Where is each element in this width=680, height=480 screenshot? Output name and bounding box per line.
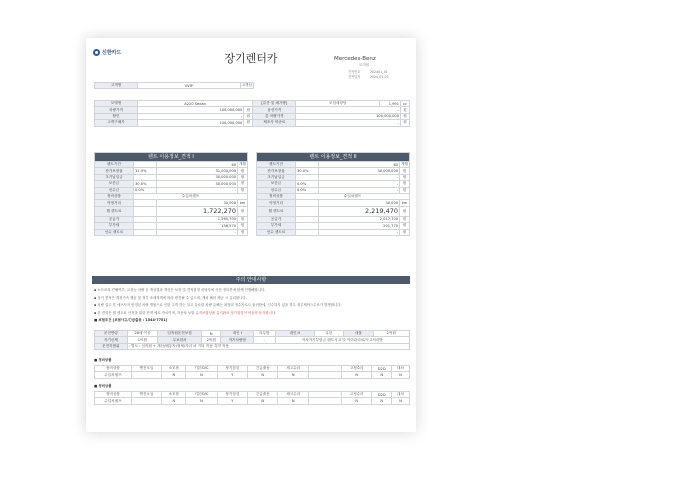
maint-val: Y <box>217 372 247 378</box>
row-unit: 원 <box>401 113 410 119</box>
row-label: 고객구매가 <box>95 120 138 126</box>
pre-rent-unit: 원 <box>238 229 248 235</box>
maint-col: 엔진오일 <box>131 392 161 398</box>
mileage-unit: km <box>400 200 410 206</box>
maint-val: N <box>186 372 217 378</box>
customer-table <box>94 82 254 89</box>
initial-value: - <box>319 174 400 180</box>
initial-unit: 원 <box>400 174 410 180</box>
maint-val: N <box>391 398 409 404</box>
ins-cell: 1억원 <box>127 337 158 343</box>
pre-rent-unit: 원 <box>400 229 410 235</box>
maint-val: 수입차셀프 <box>95 398 132 404</box>
customer-suffix: 고객님 <box>241 83 252 88</box>
document-title: 장기렌터카 <box>224 52 278 65</box>
notice-text: ▪ 본 견적은 월 렌트료 산정을 위한 견적 예로 자료이며, 자동차 보험 <box>94 310 196 315</box>
maint-label: 정비상품 <box>257 193 296 199</box>
supply-unit: 원 <box>400 216 410 222</box>
maint-val: N <box>278 372 308 378</box>
maint-1-table <box>94 365 410 379</box>
prepay-unit: 원 <box>238 187 248 193</box>
maint-val <box>131 398 161 404</box>
notice-item: ▪ 차량 실고 후 애프사지 만정된 차량 명원으로 인한 고객 하는 실고 유소한 차량 유해는 최정의 정수자로도 둘러함에, 인수하지 있을 경우 정주제아스수료가 발생합니다. <box>94 303 342 308</box>
maint-col: 엔진오일 <box>131 366 161 372</box>
residual-unit: 원 <box>400 168 410 174</box>
maint-col: D2D <box>372 366 392 372</box>
ins-cell: - 별도 : 임직원 + 계산/배우자/형제/자녀 외 기타 작동 특약 적용 <box>127 343 409 349</box>
maint-val: N <box>186 398 217 404</box>
monthly-value: 2,219,470 <box>319 206 400 216</box>
vehicle-row <box>95 120 410 126</box>
maint-label: 정비상품 <box>95 193 134 199</box>
option-label: [유종 및 배기량] <box>253 101 296 107</box>
maint-value: 수입차셀프 <box>134 193 248 199</box>
initial-value: 30,000,000 <box>157 174 238 180</box>
ins-cell: 자차자기부담금 렌트사고 및 이력관리료/사고처리방 <box>275 337 409 343</box>
term-value: 60 <box>157 162 238 168</box>
ins-cell: 2억원 <box>201 337 221 343</box>
maint-val: Y <box>217 398 247 404</box>
prepay-pct: 0.0% <box>296 187 319 193</box>
ins-cell: 2억원 <box>373 331 409 337</box>
pre-rent-value: - <box>157 229 238 235</box>
ins-cell: 대인 II <box>275 331 314 337</box>
quote-meta <box>348 70 408 80</box>
maint-col: 소모품 <box>162 392 186 398</box>
deposit-pct: 30.0% <box>134 181 157 187</box>
supply-unit: 원 <box>238 216 248 222</box>
pre-rent-label: 선수 렌트료 <box>95 229 134 235</box>
ins-cell: 대물 <box>344 331 373 337</box>
maint-col: 기본SVC <box>186 366 217 372</box>
deposit-label: 보증금 <box>95 181 134 187</box>
maint-col: 정기점검 <box>217 366 247 372</box>
ins-cell: 자기차량담 <box>221 337 254 343</box>
residual-unit: 원 <box>238 168 248 174</box>
initial-label: 초기납입금 <box>95 174 134 180</box>
deposit-unit: 원 <box>400 181 410 187</box>
ins-cell: 대인 I <box>221 331 254 337</box>
row-value: 100,000,000 <box>138 107 244 113</box>
pre-rent-value: - <box>319 229 400 235</box>
quote-2-title: 렌트 이용정보_견적 II <box>257 153 410 162</box>
notice-highlight: 유지보험상품 유지완료 정기점검이 어음의 동기합니다 <box>195 310 276 315</box>
customer-label: 고객명 <box>95 83 138 89</box>
maint-val: 수입차셀프 <box>95 372 132 378</box>
row-unit: 원 <box>401 120 410 126</box>
maint-col: 긴급출동 <box>247 366 277 372</box>
maint-col: 정비상품 <box>95 392 132 398</box>
ins-cell: 무한 <box>314 331 343 337</box>
deposit-pct: 0.0% <box>296 181 319 187</box>
supply-label: 공급가 <box>257 216 296 222</box>
maint-col: 세고수리 <box>278 392 308 398</box>
deposit-label: 보증금 <box>257 181 296 187</box>
vehicle-table <box>94 100 410 127</box>
row-label: 제조사 탁송료 <box>253 120 296 126</box>
maint-val <box>131 372 161 378</box>
insurance-table <box>94 330 410 350</box>
residual-value: 30,000,000 <box>319 168 400 174</box>
notice-list <box>94 287 410 323</box>
meta-row <box>348 75 408 80</box>
row-label: 옵션가격 <box>253 107 296 113</box>
maint-1-heading: ■ 정비상품 <box>94 358 112 362</box>
monthly-value: 1,722,270 <box>157 206 238 216</box>
maint-val: N <box>372 398 392 404</box>
residual-pct: 30.0% <box>296 168 319 174</box>
term-value: 60 <box>319 162 400 168</box>
row-label: 할인 <box>95 113 138 119</box>
ins-cell: 26세 이상 <box>127 331 158 337</box>
row-value: - <box>138 113 244 119</box>
quote-2-table <box>256 152 410 236</box>
quote-document <box>86 38 416 432</box>
prepay-unit: 원 <box>400 187 410 193</box>
ins-cell: - <box>254 337 275 343</box>
prepay-label: 선수금 <box>95 187 134 193</box>
maint-val <box>308 372 341 378</box>
maint-val: N <box>162 398 186 404</box>
initial-unit: 원 <box>238 174 248 180</box>
term-unit: 개월 <box>239 162 246 167</box>
vat-unit: 원 <box>238 223 248 229</box>
supply-label: 공급가 <box>95 216 134 222</box>
mileage-unit: km <box>238 200 248 206</box>
maint-val <box>308 398 341 404</box>
notice-item: ▪ 소득조치 견해여부, 교정능 차량 등 개상결과 개증은 보장 및 견적결정 성당자에 사전 정의견에 함께 전행해합니다. <box>94 288 266 292</box>
notice-item <box>94 310 410 318</box>
customer-name: VVIP <box>137 83 240 89</box>
deposit-value: 30,000,000 <box>157 181 238 187</box>
initial-label: 초기납입금 <box>257 174 296 180</box>
logo-text: 신한카드 <box>102 50 122 56</box>
deposit-unit: 원 <box>238 181 248 187</box>
ins-cell: 자기신체 <box>95 337 128 343</box>
insurance-heading: ■ 보험조건 [보험사고/긴급출동 : 1544-7751] <box>94 318 168 323</box>
maint-val: N <box>247 398 277 404</box>
row-unit: 원 <box>244 120 253 126</box>
monthly-unit: 원 <box>400 206 410 216</box>
row-unit: 원 <box>401 107 410 113</box>
prepay-label: 선수금 <box>257 187 296 193</box>
maint-2-heading: ■ 정비상품 <box>94 384 112 388</box>
mileage-value: 30,000 <box>319 200 400 206</box>
maint-val: N <box>341 398 371 404</box>
mileage-label: 약정거리 <box>95 200 134 206</box>
maint-val: N <box>247 372 277 378</box>
row-unit: 원 <box>244 113 253 119</box>
vat-value: 156,570 <box>157 223 238 229</box>
row-label: 차량가격 <box>95 107 138 113</box>
vat-label: 부가세 <box>95 223 134 229</box>
row-unit: 원 <box>244 107 253 113</box>
notice-item: ▪ 상기 견적은 개정가속 행동 및 정부 조세정책에 따라 변경될 수 있으며, 캐피 페어 제공 시 유의합니다. <box>94 295 247 300</box>
prepay-value: - <box>319 187 400 193</box>
ins-cell: N <box>201 331 221 337</box>
maint-col: 긴급출동 <box>247 392 277 398</box>
deposit-value: - <box>319 181 400 187</box>
insurance-row <box>95 343 410 349</box>
residual-value: 31,000,000 <box>157 168 238 174</box>
maint-col: 대차 <box>391 366 409 372</box>
ins-cell: 임직원운전보험 <box>158 331 202 337</box>
maint-col: 대차 <box>391 392 409 398</box>
maint-value-row <box>95 372 410 378</box>
brand-sub: 모미원 <box>359 63 370 67</box>
quote-1-table <box>94 152 248 236</box>
supply-value: 1,565,700 <box>157 216 238 222</box>
maint-col: 정비상품 <box>95 366 132 372</box>
model-value: A220 Sedan <box>138 101 253 107</box>
residual-pct: 31.0% <box>134 168 157 174</box>
meta-value: 202401_01 <box>370 70 388 74</box>
brand-name: Mercedes-Benz <box>334 56 376 62</box>
residual-label: 잔가보장율 <box>95 168 134 174</box>
ins-cell: 무보험차 <box>158 337 202 343</box>
notice-text-end: . <box>275 310 277 315</box>
ins-cell: 운전자범위 <box>95 343 128 349</box>
maint-val: N <box>162 372 186 378</box>
ins-cell: 의무합 <box>254 331 275 337</box>
term-label: 렌트기간 <box>95 162 134 168</box>
maint-col: 고정수리 <box>341 392 371 398</box>
maint-val: N <box>372 372 392 378</box>
vat-label: 부가세 <box>257 223 296 229</box>
meta-value: 2024-01-03 <box>370 75 389 79</box>
supply-value: 2,017,700 <box>319 216 400 222</box>
row-value: - <box>296 107 401 113</box>
maint-col: 정기점검 <box>217 392 247 398</box>
pre-rent-label: 선수 렌트료 <box>257 229 296 235</box>
maint-val: N <box>391 372 409 378</box>
model-label: 모델명 <box>95 101 138 107</box>
prepay-pct: 0.0% <box>134 187 157 193</box>
mileage-label: 약정거리 <box>257 200 296 206</box>
maint-col: D2D <box>372 392 392 398</box>
displacement-value: 1,991 <box>380 101 401 107</box>
quote-1-title: 렌트 이용정보_견적 I <box>95 153 248 162</box>
monthly-label: 월 렌트료 <box>257 206 296 216</box>
monthly-unit: 원 <box>238 206 248 216</box>
term-unit: 개월 <box>401 162 408 167</box>
vat-value: 201,770 <box>319 223 400 229</box>
maint-col: 고정수리 <box>341 366 371 372</box>
maint-val: N <box>341 372 371 378</box>
displacement-unit: cc <box>401 101 410 107</box>
maint-val: N <box>278 398 308 404</box>
ins-cell: 운전연령 <box>95 331 128 337</box>
row-value: 100,000,000 <box>138 120 244 126</box>
term-label: 렌트기간 <box>257 162 296 168</box>
mileage-value: 30,000 <box>157 200 238 206</box>
meta-label: 견적일자 <box>348 75 361 79</box>
residual-label: 잔가보장율 <box>257 168 296 174</box>
monthly-label: 월 렌트료 <box>95 206 134 216</box>
row-label: 총 차량가격 <box>253 113 296 119</box>
row-value: 100,000,000 <box>296 113 401 119</box>
option-value: 보험세평당 <box>296 101 380 107</box>
maint-col: 기본SVC <box>186 392 217 398</box>
prepay-value: - <box>157 187 238 193</box>
maint-col: 세고수리 <box>278 366 308 372</box>
maint-2-table <box>94 391 410 405</box>
meta-label: 견적번호 <box>348 70 361 74</box>
maint-value-row <box>95 398 410 404</box>
maint-col: 소모품 <box>162 366 186 372</box>
maint-value: 수입차셀프 <box>296 193 410 199</box>
row-value: - <box>296 120 401 126</box>
vat-unit: 원 <box>400 223 410 229</box>
notice-title: 주의 안내사항 <box>92 276 410 284</box>
